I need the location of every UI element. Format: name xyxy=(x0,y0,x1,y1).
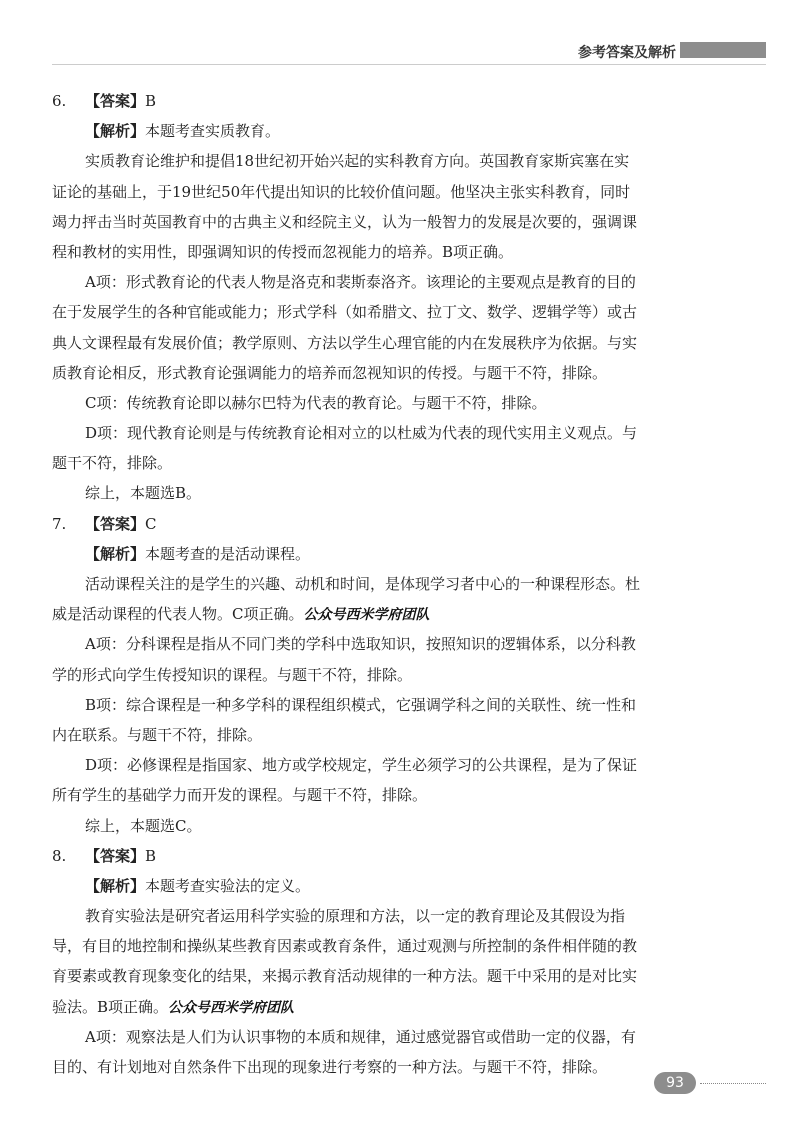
q8-text: 验法。B项正确。 xyxy=(52,997,169,1016)
q8-jiexi-tag: 【解析】 xyxy=(85,876,146,895)
header-divider xyxy=(52,64,766,65)
q7-text-line: B项：综合课程是一种多学科的课程组织模式，它强调学科之间的关联性、统一性和 xyxy=(85,695,637,714)
q8-number: 8. xyxy=(52,846,67,865)
q6-jiexi-tag: 【解析】 xyxy=(85,122,146,141)
q8-jiexi: 本题考查实验法的定义。 xyxy=(145,876,311,895)
q7-answer: C xyxy=(145,514,157,533)
q7-watermark: 公众号西米学府团队 xyxy=(303,607,430,624)
q7-text-line: A项：分科课程是指从不同门类的学科中选取知识，按照知识的逻辑体系，以分科教 xyxy=(85,635,636,654)
q6-text-line: 典人文课程最有发展价值；教学原则、方法以学生心理官能的内在发展秩序为依据。与实 xyxy=(52,333,638,352)
q8-text-line: 目的、有计划地对自然条件下出现的现象进行考察的一种方法。与题干不符，排除。 xyxy=(52,1058,608,1076)
q6-text-line: 题干不符，排除。 xyxy=(52,454,173,473)
header-gray-bar xyxy=(680,42,766,58)
q8-text-line: A项：观察法是人们为认识事物的本质和规律，通过感觉器官或借助一定的仪器，有 xyxy=(85,1027,636,1046)
q6-text-line: A项：形式教育论的代表人物是洛克和裴斯泰洛齐。该理论的主要观点是教育的目的 xyxy=(85,273,636,292)
q7-text-line xyxy=(52,599,768,629)
q6-text-line: 实质教育论维护和提倡18世纪初开始兴起的实科教育方向。英国教育家斯宾塞在实 xyxy=(85,152,630,171)
q6-conclusion: 综上，本题选B。 xyxy=(85,484,202,503)
q6-answer-tag: 【答案】 xyxy=(85,92,146,110)
q6-text-line: 在于发展学生的各种官能或能力；形式学科（如希腊文、拉丁文、数学、逻辑学等）或古 xyxy=(52,303,638,322)
q8-answer-line xyxy=(52,841,768,871)
q8-text-line: 育要素或教育现象变化的结果，来揭示教育活动规律的一种方法。题干中采用的是对比实 xyxy=(52,967,638,986)
q7-analysis-line xyxy=(52,539,768,569)
q7-text-line: D项：必修课程是指国家、地方或学校规定，学生必须学习的公共课程，是为了保证 xyxy=(85,756,638,775)
page-number: 93 xyxy=(654,1072,696,1094)
q7-answer-tag: 【答案】 xyxy=(85,514,146,533)
section-title: 参考答案及解析 xyxy=(578,45,676,61)
q8-text-line xyxy=(52,992,768,1022)
q7-text-line: 学的形式向学生传授知识的课程。与题干不符，排除。 xyxy=(52,665,413,684)
q7-text-line: 所有学生的基础学力而开发的课程。与题干不符，排除。 xyxy=(52,786,428,805)
q6-text-line: C项：传统教育论即以赫尔巴特为代表的教育论。与题干不符，排除。 xyxy=(85,393,547,412)
q6-text-line: 证论的基础上，于19世纪50年代提出知识的比较价值问题。他坚决主张实科教育，同时 xyxy=(52,182,631,201)
q6-number: 6. xyxy=(52,92,67,110)
q6-text-line: 程和教材的实用性，即强调知识的传授而忽视能力的培养。B项正确。 xyxy=(52,242,514,261)
q8-analysis-line xyxy=(52,871,768,901)
q7-conclusion: 综上，本题选C。 xyxy=(85,816,202,835)
q6-answer-line xyxy=(52,86,768,116)
q8-answer-tag: 【答案】 xyxy=(85,846,146,865)
answer-content xyxy=(52,86,768,1082)
q8-answer: B xyxy=(145,846,157,865)
q6-text-line: D项：现代教育论则是与传统教育论相对立的以杜威为代表的现代实用主义观点。与 xyxy=(85,424,638,443)
q6-text-line: 质教育论相反，形式教育论强调能力的培养而忽视知识的传授。与题干不符，排除。 xyxy=(52,363,608,382)
footer-dotted-line xyxy=(700,1083,766,1084)
q7-jiexi-tag: 【解析】 xyxy=(85,544,146,563)
q7-answer-line xyxy=(52,509,768,539)
q7-jiexi: 本题考查的是活动课程。 xyxy=(145,544,311,563)
q8-text-line: 教育实验法是研究者运用科学实验的原理和方法，以一定的教育理论及其假设为指 xyxy=(85,907,626,926)
q6-analysis-line xyxy=(52,116,768,146)
q7-text-line: 活动课程关注的是学生的兴趣、动机和时间，是体现学习者中心的一种课程形态。杜 xyxy=(85,575,641,593)
q8-text-line: 导，有目的地控制和操纵某些教育因素或教育条件，通过观测与所控制的条件相伴随的教 xyxy=(52,937,638,956)
q7-number: 7. xyxy=(52,514,67,533)
q6-jiexi: 本题考查实质教育。 xyxy=(145,122,281,141)
q8-watermark: 公众号西米学府团队 xyxy=(168,999,295,1016)
q7-text: 威是活动课程的代表人物。C项正确。 xyxy=(52,605,304,624)
q6-text-line: 竭力抨击当时英国教育中的古典主义和经院主义，认为一般智力的发展是次要的，强调课 xyxy=(52,212,638,231)
q6-answer: B xyxy=(145,92,157,110)
q7-text-line: 内在联系。与题干不符，排除。 xyxy=(52,725,263,744)
